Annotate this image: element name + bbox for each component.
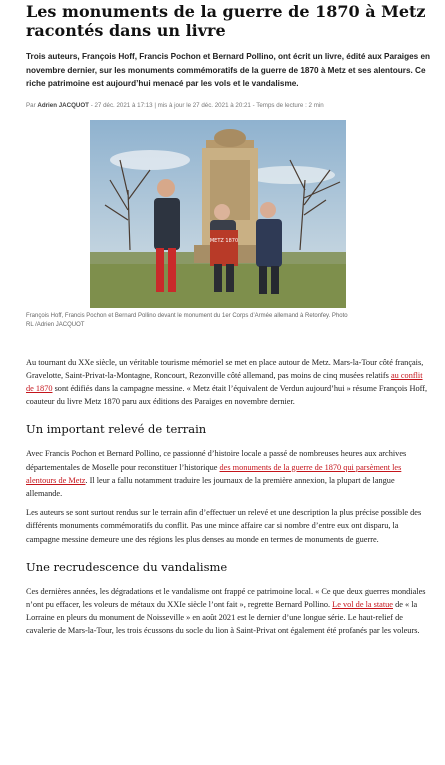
meta-author[interactable]: Adrien JACQUOT [37, 101, 89, 109]
p4-text-a: Ces dernières années, les dégradations et le vandalisme ont frappé ce patrimoine local. « Ce que deux guerres mondiales n’ont pu effacer, les voleurs de métaux du XXIe siècle l’ont fait », regrette Bernard Pollino. [26, 586, 426, 609]
paragraph-3: Les auteurs se sont surtout rendus sur le terrain afin d’effectuer un relevé et une description la plus précise possible des différents monuments commémoratifs du conflit. Pas une mince affaire car si nombre d’entre eux ont disparu, la campagne messine demeure une des régions les plus denses au monde en termes de monuments de guerre. [26, 508, 422, 544]
link-monuments-1870[interactable]: des monuments de la guerre de 1870 qui parsèment les alentours de Metz [26, 462, 402, 485]
article-photo[interactable] [90, 120, 346, 308]
meta-prefix: Par [26, 101, 36, 109]
section-heading-releve: Un important relevé de terrain [26, 422, 207, 437]
meta-dates: - 27 déc. 2021 à 17:13 | mis à jour le 27 déc. 2021 à 20:21 - Temps de lecture : 2 min [90, 101, 324, 109]
p1-text-b: sont édifiés dans la campagne messine. « Metz était l’équivalent de Verdun aujourd’hui » résume François Hoff, coauteur du livre Metz 1870 paru aux éditions des Paraiges en novembre dernier. [26, 383, 428, 407]
p2-text-b: . Il leur a fallu notamment traduire les journaux de la première annexion, la plupart de langue allemande. [26, 475, 395, 498]
book-title: METZ 1870 [209, 237, 239, 244]
section-heading-vandalisme: Une recrudescence du vandalisme [26, 559, 228, 574]
article [0, 2, 445, 638]
p2-text-a: Avec Francis Pochon et Bernard Pollino, ce passionné d’histoire locale a passé de nombreuses heures aux archives départementales de Moselle pour reconstituer l’historique [26, 449, 407, 472]
article-lead: Trois auteurs, François Hoff, Francis Pochon et Bernard Pollino, ont écrit un livre, édité aux Paraiges en novembre dernier, sur les monuments commémoratifs de la guerre de 1870 à Metz et ses alentours. Ce riche patrimoine est aujourd’hui menacé par les vols et le vandalisme. [26, 52, 431, 88]
link-vol-statue[interactable]: Le vol de la statue [332, 599, 393, 609]
article-body [26, 356, 431, 638]
article-meta [26, 101, 431, 111]
photo-illustration [90, 120, 346, 308]
paragraph-1 [26, 356, 431, 409]
p1-text-a: Au tournant du XXe siècle, un véritable tourisme mémoriel se met en place autour de Metz. Mars-la-Tour côté français, Gravelotte, Saint-Privat-la-Montagne, Roncourt, Rezonville côté allemand, pas moins de cinq musées relatifs [26, 357, 424, 380]
link-conflit-1870[interactable]: au conflit de 1870 [26, 370, 423, 393]
paragraph-4 [26, 585, 431, 638]
photo-caption: François Hoff, Francis Pochon et Bernard Pollino devant le monument du 1er Corps d’Armée allemand à Retonfey. Photo RL /Adrien JACQUOT [26, 312, 348, 328]
article-title: Les monuments de la guerre de 1870 à Metz racontés dans un livre [26, 2, 426, 40]
paragraph-2 [26, 447, 431, 500]
p4-text-b: de « la Lorraine en pleurs du monument de Noisseville » en août 2021 est le dernier d’une longue série. Le haut-relief de cavalerie de Mars-la-Tour, les trois écussons du socle du lion à Saint-Privat ont également été profanés par les voleurs. [26, 599, 420, 636]
